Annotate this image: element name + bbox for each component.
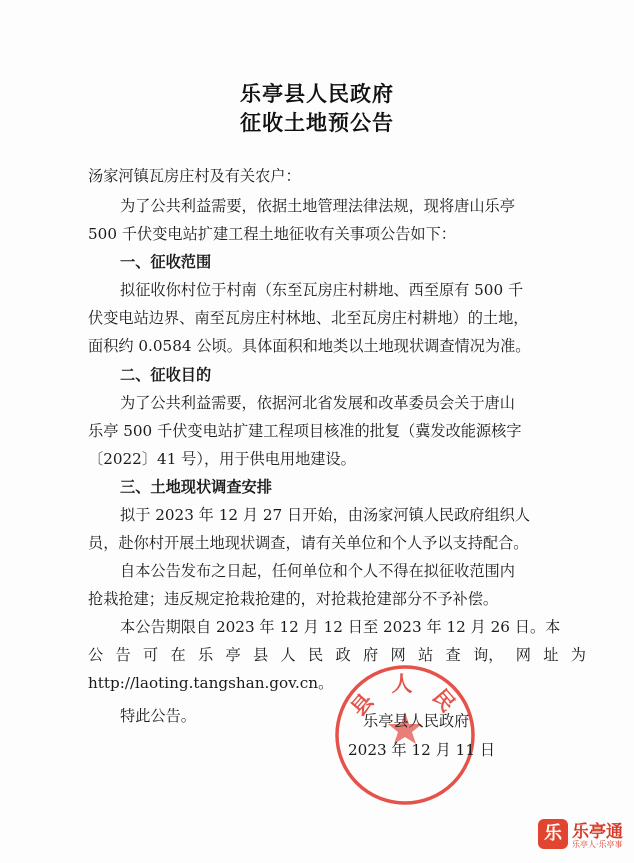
justified-word: 址 (543, 646, 559, 664)
justified-word: 府 (363, 646, 379, 664)
salutation: 汤家河镇瓦房庄村及有关农户： (88, 167, 301, 185)
title-issuer: 乐亭县人民政府 (240, 82, 394, 106)
intro-line-1: 为了公共利益需要，依据土地管理法律法规，现将唐山乐亭 (120, 197, 515, 215)
justified-word: 政 (335, 646, 351, 664)
justified-word: 在 (170, 646, 186, 664)
justified-word: 人 (280, 646, 296, 664)
justified-word: 询， (473, 646, 504, 664)
justified-word: 站 (418, 646, 434, 664)
section1-line-3: 面积约 0.0584 公顷。具体面积和地类以土地现状调查情况为准。 (88, 337, 531, 355)
closing-line: 特此公告。 (120, 707, 196, 725)
laotingtong-slogan: 乐亭人·乐亭事 (572, 840, 623, 849)
section2-line-1: 为了公共利益需要，依据河北省发展和改革委员会关于唐山 (120, 394, 515, 412)
justified-word: 公 (88, 646, 104, 664)
website-url: http://laoting.tangshan.gov.cn。 (88, 674, 334, 692)
laotingtong-badge-icon: 乐 (538, 819, 568, 849)
justified-word: 网 (515, 646, 531, 664)
issue-date: 2023 年 12 月 11 日 (348, 741, 496, 759)
section1-line-1: 拟征收你村位于村南（东至瓦房庄村耕地、西至原有 500 千 (120, 281, 524, 299)
laotingtong-name: 乐亭通 (572, 822, 623, 842)
section1-heading: 一、征收范围 (120, 253, 212, 271)
title-subject: 征收土地预公告 (240, 111, 394, 135)
section3-line-1: 拟于 2023 年 12 月 27 日开始，由汤家河镇人民政府组织人 (120, 506, 531, 524)
justified-word: 亭 (225, 646, 241, 664)
justified-word: 民 (308, 646, 324, 664)
justified-word: 查 (445, 646, 461, 664)
svg-text:县 人 民: 县 人 民 (346, 672, 464, 721)
intro-line-2: 500 千伏变电站扩建工程土地征收有关事项公告如下： (88, 225, 456, 243)
section2-line-2: 乐亭 500 千伏变电站扩建工程项目核准的批复（冀发改能源核字 (88, 422, 522, 440)
section3-heading: 三、土地现状调查安排 (120, 478, 272, 496)
section1-line-2: 伏变电站边界、南至瓦房庄村林地、北至瓦房庄村耕地）的土地， (88, 309, 529, 327)
section2-line-3: 〔2022〕41 号），用于供电用地建设。 (88, 450, 356, 468)
laotingtong-watermark (538, 815, 630, 857)
justified-word: 为 (570, 646, 586, 664)
section2-heading: 二、征收目的 (120, 366, 212, 384)
section3-line-4: 抢栽抢建；违反规定抢栽抢建的，对抢栽抢建部分不予补偿。 (88, 590, 499, 608)
issuer-name: 乐亭县人民政府 (363, 712, 470, 730)
section3-line-2: 员，赴你村开展土地现状调查，请有关单位和个人予以支持配合。 (88, 534, 529, 552)
justified-word: 可 (143, 646, 159, 664)
justified-word: 网 (390, 646, 406, 664)
justified-word: 告 (115, 646, 131, 664)
justified-word: 乐 (198, 646, 214, 664)
justified-word: 县 (253, 646, 269, 664)
official-seal-icon (330, 660, 480, 810)
section3-line-5: 本公告期限自 2023 年 12 月 12 日至 2023 年 12 月 26 日。本 (120, 618, 561, 636)
section3-line-3: 自本公告发布之日起，任何单位和个人不得在拟征收范围内 (120, 562, 515, 580)
